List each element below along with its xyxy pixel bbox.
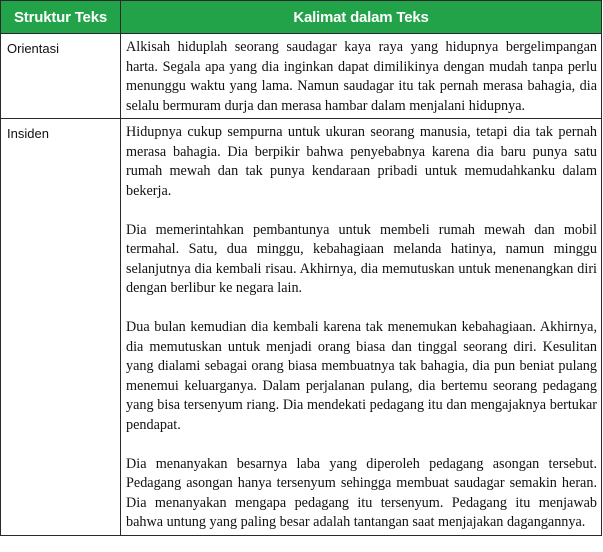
table-row-insiden [1,119,602,536]
row-label-insiden: Insiden [1,119,121,536]
row-text-orientasi [121,34,602,119]
row-label-orientasi: Orientasi [1,34,121,119]
paragraph: Dua bulan kemudian dia kembali karena tak menemukan kebahagiaan. Akhirnya, dia memutuskan untuk menjadi orang biasa dan tinggal seorang diri. Kesulitan yang dialami sebagai orang biasa membuatnya tak bahagia, dia pun beniat pulang menemui keluarganya. Dalam perjalanan pulang, dia bertemu seorang pedagang yang bisa tersenyum riang. Dia mendekati pedagang itu dan mengajaknya bertukar pendapat. [126,319,597,433]
paragraph: Hidupnya cukup sempurna untuk ukuran seorang manusia, tetapi dia tak pernah merasa bahagia. Dia berpikir bahwa penyebabnya karena dia baru punya satu rumah mewah dan tak punya kendaraan pribadi untuk memudahkanku dalam bekerja. [126,124,597,199]
table-header-row [1,1,602,34]
paragraph: Alkisah hiduplah seorang saudagar kaya raya yang hidupnya bergelimpangan harta. Segala apa yang dia inginkan dapat dimilikinya dengan mudah tanpa perlu menunggu waktu yang lama. Namun saudagar itu tak pernah merasa bahagia, dia selalu bermuram durja dan merasa hambar dalam menjalani hidupnya. [126,39,597,114]
row-text-insiden [121,119,602,536]
table-row-orientasi [1,34,602,119]
header-kalimat-dalam-teks: Kalimat dalam Teks [121,1,602,34]
paragraph: Dia memerintahkan pembantunya untuk membeli rumah mewah dan mobil termahal. Satu, dua minggu, kebahagiaan melanda hatinya, namun minggu selanjutnya dia kembali risau. Akhirnya, dia memutuskan untuk menenangkan diri dengan berlibur ke negara lain. [126,221,597,296]
paragraph: Dia menanyakan besarnya laba yang diperoleh pedagang asongan tersebut. Pedagang asongan hanya tersenyum sehingga membuat saudagar semakin heran. Dia menanyakan mengapa pedagang itu tersenyum. Pedagang itu menjawab bahwa untung yang paling besar adalah tantangan saat menjajakan dagangannya. [126,455,597,530]
header-struktur-teks: Struktur Teks [1,1,121,34]
